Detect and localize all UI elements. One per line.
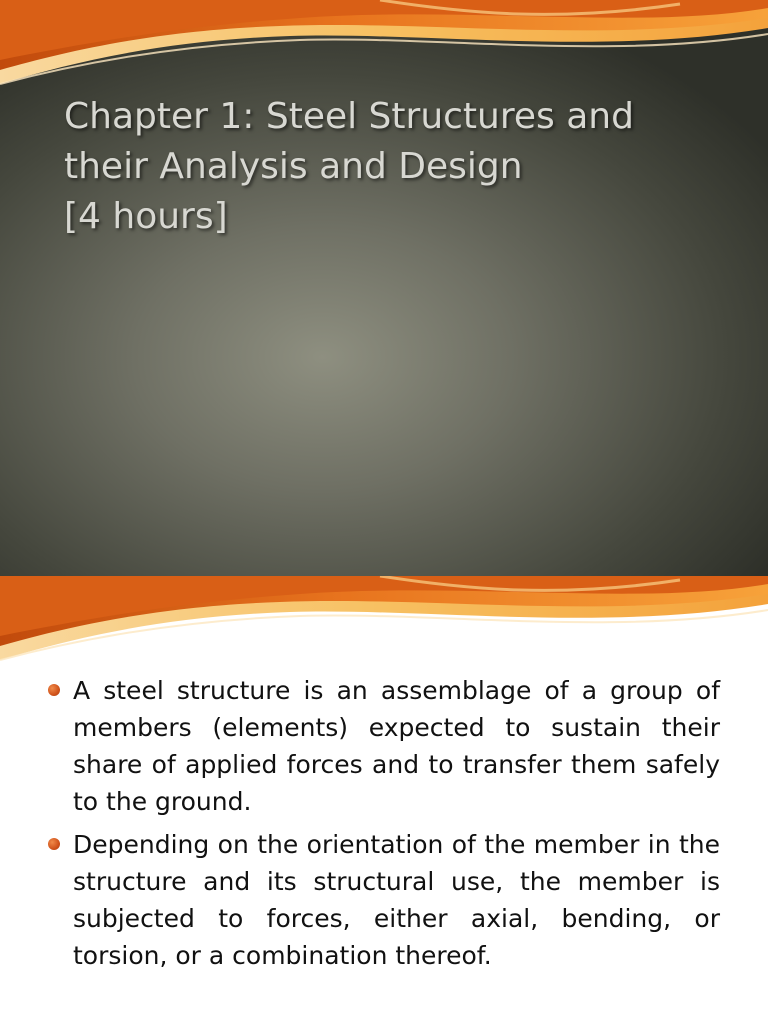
bullet-item [44, 826, 720, 974]
content-slide [0, 576, 768, 1024]
title-line-3: [4 hours] [64, 196, 228, 237]
title-line-1: Chapter 1: Steel Structures and [64, 96, 634, 137]
bullet-dot-icon [48, 838, 60, 850]
bullet-item [44, 672, 720, 820]
bullet-text: Depending on the orientation of the member in the structure and its structural use, the member is subjected to forces, either axial, bending, or torsion, or a combination thereof. [73, 830, 720, 970]
bullet-text: A steel structure is an assemblage of a group of members (elements) expected to sustain their share of applied forces and to transfer them safely to the ground. [73, 676, 720, 816]
title-line-2: their Analysis and Design [64, 146, 523, 187]
decorative-swoosh-banner [0, 576, 768, 666]
slide-title [64, 92, 724, 242]
decorative-swoosh-banner [0, 0, 768, 90]
bullet-dot-icon [48, 684, 60, 696]
bullet-list [44, 672, 720, 980]
